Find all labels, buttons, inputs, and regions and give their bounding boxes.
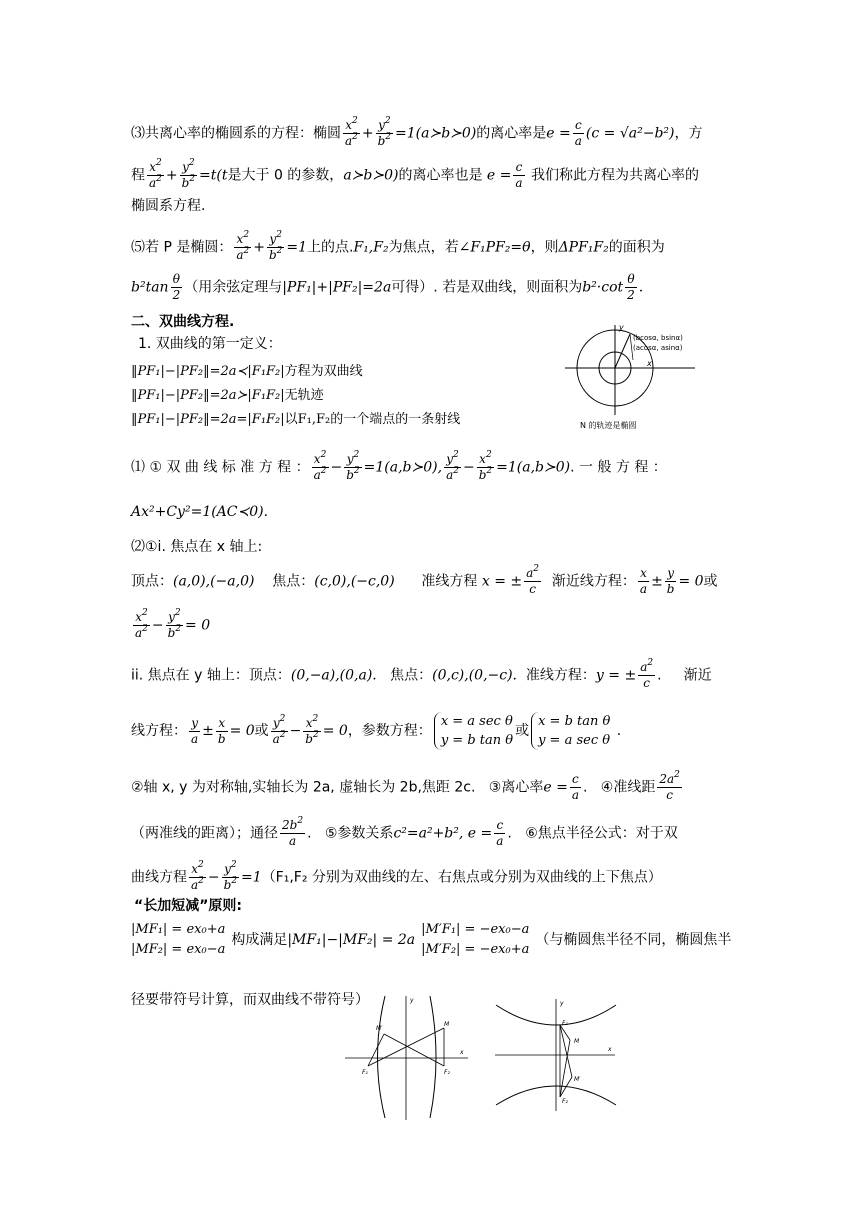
mf1: |MF₁| = ex₀+a [131,922,226,937]
p-param-rel: ⑤参数关系 [324,825,394,842]
frac-y2-b2: $\frac{y^2}{b^2}$ [377,116,392,148]
frac-curve-y: $\frac{y^2}{b^2}$ [223,860,238,892]
directrix-pre: x = ± [481,573,523,590]
figure-y-label: y [619,323,624,332]
p3-line2-b: 是大于 0 的参数， [227,167,344,184]
p5-mid2: 为焦点，若 [388,239,459,256]
frac-ii-y-a: $\frac{y}{a}$ [191,715,199,746]
frac-ii-x2-b2: $\frac{x^2}{b^2}$ [305,713,319,746]
hx-label-x: x [460,1049,464,1056]
hx-right-branch [430,996,436,1118]
frac-y-b: $\frac{y}{b}$ [666,566,675,596]
hy-label-y: y [560,1000,564,1007]
frac-curve-x: $\frac{x^2}{a^2}$ [191,860,204,892]
hy-label-m1: M′ [574,1076,581,1083]
figure-label-1: (bcosα, bsinα) [633,334,683,342]
diff-note-2: 径要带符号计算，而双曲线不带符号） [131,992,369,1008]
diff-note: （与椭圆焦半径不同，椭圆焦半 [535,932,732,948]
p3-eq: =1(a≻b≻0) [395,125,477,142]
frac-std1-x: $\frac{x^2}{a^2}$ [313,450,327,482]
def-title: 1. 双曲线的第一定义： [138,336,282,352]
y-axis-props-line: ii. 焦点在 y 轴上：顶点：(0,−a),(0,a). 焦点：(0,c),(0,−c). 准线方程：y = ± $\frac{a^2}{c}$ . 渐近 [131,658,712,690]
p-focal: ⑥焦点半径公式：对于双 [525,825,678,842]
p3-label: ⑶共离心率的椭圆系的方程：椭圆 [131,125,341,142]
section-title: 二、双曲线方程. [131,314,235,330]
frac-theta-2: $\frac{\theta}{2}$ [172,272,181,302]
std-eq2: =1(a,b≻0) [496,459,571,476]
p5-note-eq: |PF₁|+|PF₂|=2a [282,279,392,296]
def-row-1-expr: ‖PF₁|−|PF₂‖=2a≺|F₁F₂| [131,364,285,379]
asym-alt-line: $\frac{x^2}{a^2}$ − $\frac{y^2}{b^2}$ = 0 [135,608,211,640]
hx-label-m: M [444,1021,450,1028]
p5-tri: ΔPF₁F₂ [558,239,609,256]
general-eq: Ax²+Cy²=1(AC≺0). [131,504,269,520]
p-ecc-pre: e = [543,779,568,796]
vertex-label: 顶点： [131,573,173,590]
asym-label: 渐近线方程： [551,573,636,590]
p5-note2: 可得）. 若是双曲线，则面积为 [391,279,583,296]
p2-title: ⑵①i. 焦点在 x 轴上: [131,539,263,555]
ii-focus: (0,c),(0,−c). [432,667,517,684]
frac-theta-2-b: $\frac{\theta}{2}$ [627,272,635,302]
p5-area: b²tan [131,279,169,296]
p-curve-note: （F₁,F₂ 分别为双曲线的左、右焦点或分别为双曲线的上下焦点） [261,869,662,886]
latus-line: （两准线的距离）；通径 $\frac{2b^2}{a}$ . ⑤参数关系c²=a²+b², e = $\frac{c}{a}$ . ⑥焦点半径公式：对于双 [131,816,678,848]
directrix-label: 准线方程 [421,573,478,590]
p5-note: （用余弦定理与 [184,279,283,296]
axis-props-line: ②轴 x, y 为对称轴,实轴长为 2a, 虚轴长为 2b,焦距 2c. ③离心率e = $\frac{c}{a}$ . ④准线距 $\frac{2a^2}{c}$ [131,770,680,802]
p-curve-eq: =1 [241,869,262,886]
hx-label-f2: F₂ [444,1069,450,1076]
ellipse-p3-line1: ⑶共离心率的椭圆系的方程：椭圆 $\frac{x^2}{a^2}$ + $\frac{y^2}{b^2}$ =1(a≻b≻0)的离心率是e = $\frac{c}{a}$ (c = √a²−b²)，方 [131,116,703,148]
ii-focus-label: 焦点： [390,667,433,684]
frac-a2-c: $\frac{a^2}{c}$ [526,564,539,596]
vertex-val: (a,0),(−a,0) [173,573,255,590]
def-row-3-expr: ‖PF₁|−|PF₂‖=2a=|F₁F₂| [131,412,285,427]
hx-left-branch [378,996,386,1118]
param-system-1 [434,712,513,750]
param1-x: x = a sec θ [440,714,513,729]
p5-tail: 的面积为 [608,239,665,256]
p5-foci: F₁,F₂ [353,239,389,256]
frac-latus: $\frac{2b^2}{a}$ [282,816,304,848]
hyperbola-y-figure [490,995,630,1115]
frac-x2-a2-c: $\frac{x^2}{a^2}$ [236,230,250,262]
radius-line [615,334,630,368]
focal-radius-line [131,920,731,960]
frac-ecc: $\frac{c}{a}$ [571,772,579,802]
param2-y: y = a sec θ [538,733,611,748]
ii-line2: 线方程： $\frac{y}{a}$ ± $\frac{x}{b}$ = 0或 $\frac{y^2}{a^2}$ − $\frac{x^2}{b^2}$ = 0，参数方程： x = a sec θ y = b tan θ 或 x = b tan θ y = a sec θ . [131,713,622,748]
asym-eq: = 0 [678,573,704,590]
param2-x: x = b tan θ [538,714,611,729]
mf-block [131,920,225,960]
p3-mid: 的离心率是 [476,125,547,142]
frac-x2-a2-b: $\frac{x^2}{a^2}$ [149,158,162,190]
hy-label-m: M [574,1038,580,1045]
ii-tail: 渐近 [683,667,712,684]
ellipse-p5-line1: ⑸若 P 是椭圆： $\frac{x^2}{a^2}$ + $\frac{y^2}{b^2}$ =1上的点.F₁,F₂为焦点，若∠F₁PF₂=θ，则ΔPF₁F₂的面积为 [131,230,665,262]
ellipse-p3-line2: 程 $\frac{x^2}{a^2}$ + $\frac{y^2}{b^2}$ =t(t是大于 0 的参数，a≻b≻0)的离心率也是 e = $\frac{c}{a}$ 我们称此方程为共离心率的 [131,158,699,190]
def-row-1-note: 方程为双曲线 [284,364,363,379]
def-row-3-note: 以F₁,F₂的一个端点的一条射线 [284,412,461,427]
p3-c-expr: (c = √a²−b²) [585,125,675,142]
hyperbola-x-figure [340,990,475,1125]
p-axis: ②轴 x, y 为对称轴,实轴长为 2a, 虚轴长为 2b,焦距 2c. [131,779,476,796]
principle: “长加短减”原则: [134,898,243,914]
std-eq1: =1(a,b≻0), [363,459,443,476]
p-curve-line-a: 曲线方程 [131,869,187,886]
p5-mid3: ，则 [530,239,559,256]
frac-std2-x: $\frac{x^2}{b^2}$ [478,450,493,482]
mpf-block [421,920,529,960]
x-axis-props-line: 顶点：(a,0),(−a,0) 焦点：(c,0),(−c,0) 准线方程 x = ± $\frac{a^2}{c}$ 渐近线方程： $\frac{x}{a}$ ± $\frac{y}{b}$ = 0或 [131,564,718,596]
p3-line2-d: 的离心率也是 [398,167,483,184]
param-system-2 [531,712,610,750]
p-dir-note: （两准线的距离）；通径 [131,825,278,842]
concentric-circle-figure [555,320,705,435]
frac-ii-x-b: $\frac{x}{b}$ [217,715,226,746]
frac-y2-b2-c: $\frac{y^2}{b^2}$ [268,230,283,262]
frac-c-a-b: $\frac{c}{a}$ [515,160,523,190]
std-eq-line: ⑴ ① 双 曲 线 标 准 方 程 ： $\frac{x^2}{a^2}$ − $\frac{y^2}{b^2}$ =1(a,b≻0), $\frac{y^2}{a^2}$ − $\frac{x^2}{b^2}$ =1(a,b≻0). 一 般 方 程 ： [131,450,667,482]
frac-asym-x: $\frac{x^2}{a^2}$ [135,608,148,640]
frac-y2-b2-b: $\frac{y^2}{b^2}$ [181,158,196,190]
p3-tail: ，方 [674,125,703,142]
ii-directrix-pre: y = ± [595,667,637,684]
ii-label: ii. 焦点在 y 轴上：顶点： [131,667,291,684]
figure-label-2: (acosα, asinα) [633,344,683,352]
hx-label-f1: F₁ [362,1069,368,1076]
focus-label: 焦点： [272,573,315,590]
ii-vertex: (0,−a),(0,a). [290,667,377,684]
p5-label: ⑸若 P 是椭圆： [131,239,233,256]
p5-hyper: b²·cot [582,279,624,296]
figure-x-label: x [647,359,652,368]
mpf1: |M′F₁| = −ex₀−a [421,922,530,937]
cond: |MF₁|−|MF₂| = 2a [287,932,416,948]
frac-ii-y2-a2: $\frac{y^2}{a^2}$ [272,713,286,746]
ii-param: ，参数方程： [347,723,432,739]
hy-label-f1: F₁ [562,1020,568,1027]
constitutes: 构成满足 [231,932,288,948]
frac-param-e: $\frac{c}{a}$ [496,818,504,848]
hy-label-f2: F₂ [562,1098,568,1105]
frac-asym-y: $\frac{y^2}{b^2}$ [167,608,182,640]
def-row-2-note: 无轨迹 [284,388,324,403]
hx-label-y: y [410,997,414,1004]
frac-std1-y: $\frac{y^2}{b^2}$ [346,450,360,482]
frac-ii-a2-c: $\frac{a^2}{c}$ [640,658,654,690]
p3-line2-c: a≻b≻0) [343,167,399,184]
p-param-eq: c²=a²+b², e = [393,825,493,842]
ellipse-p5-line2: b²tan $\frac{\theta}{2}$ （用余弦定理与|PF₁|+|PF₂|=2a可得）. 若是双曲线，则面积为b²·cot $\frac{\theta}{2}$ . [131,272,644,302]
p-ecc: ③离心率 [488,779,544,796]
frac-std2-y: $\frac{y^2}{a^2}$ [446,450,459,482]
p-dir-dist: ④准线距 [600,779,656,796]
frac-c-a: $\frac{c}{a}$ [574,118,582,148]
ii-or: 或 [254,723,269,739]
p3-line2-e: 我们称此方程为共离心率的 [530,167,699,184]
frac-dir-dist: $\frac{2a^2}{c}$ [659,770,680,802]
std-label: ⑴ ① 双 曲 线 标 准 方 程 ： [131,459,310,476]
ii-line2-a: 线方程： [131,723,187,739]
p5-mid: 上的点. [307,239,354,256]
hx-label-m1: M′ [376,1025,383,1032]
frac-x2-a2: $\frac{x^2}{a^2}$ [345,116,358,148]
curve-eq-line: 曲线方程 $\frac{x^2}{a^2}$ − $\frac{y^2}{b^2}$ =1（F₁,F₂ 分别为双曲线的左、右焦点或分别为双曲线的上下焦点） [131,860,662,892]
mf2: |MF₂| = ex₀−a [131,942,226,957]
std-mid: . 一 般 方 程 ： [570,459,667,476]
ellipse-p3-line3: 椭圆系方程. [131,198,206,214]
ii-or-2: 或 [515,723,530,739]
hy-line-5 [560,1025,572,1077]
ii-directrix-label: 准线方程： [525,667,596,684]
p3-line2-a: 程 [131,167,145,184]
hx-line-2 [368,1034,384,1066]
frac-x-a: $\frac{x}{a}$ [639,566,648,596]
mpf2: |M′F₂| = −ex₀+a [421,942,530,957]
figure-caption: N 的轨迹是椭圆 [580,421,637,430]
focus-val: (c,0),(−c,0) [314,573,395,590]
asym-or: 或 [703,573,718,590]
param1-y: y = b tan θ [440,733,514,748]
p3-line2-t: =t(t [199,167,228,184]
def-row-2-expr: ‖PF₁|−|PF₂‖=2a≻|F₁F₂| [131,388,285,403]
p5-eq: =1 [286,239,308,256]
hy-label-x: x [608,1046,612,1053]
p5-angle: ∠F₁PF₂=θ [458,239,531,256]
